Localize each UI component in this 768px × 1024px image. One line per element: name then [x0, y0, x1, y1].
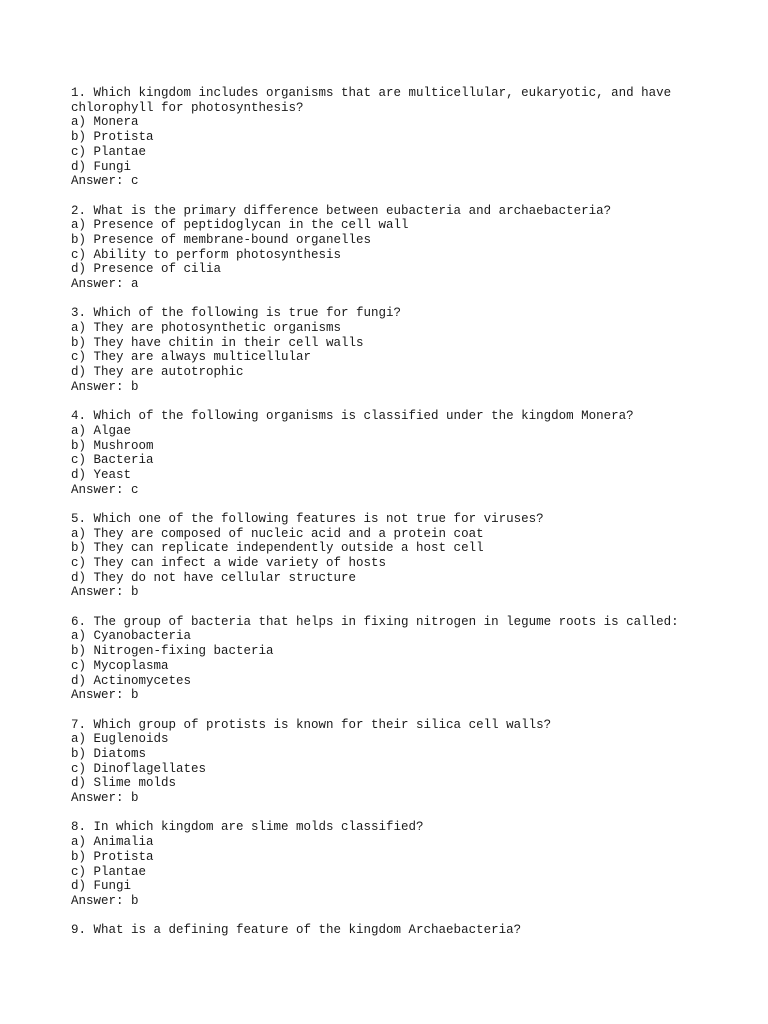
question-4 [71, 409, 731, 497]
question-stem: 7. Which group of protists is known for their silica cell walls? [71, 717, 552, 732]
question-8 [71, 820, 731, 908]
option-d: d) Fungi [71, 159, 132, 174]
question-3 [71, 306, 731, 394]
question-stem: 3. Which of the following is true for fungi? [71, 306, 402, 321]
option-b: b) Mushroom [71, 438, 154, 453]
question-stem: 6. The group of bacteria that helps in fixing nitrogen in legume roots is called: [71, 614, 679, 629]
option-c: c) They are always multicellular [71, 350, 312, 365]
question-7 [71, 718, 731, 806]
option-d: d) Slime molds [71, 776, 177, 791]
answer-line: Answer: c [71, 174, 139, 189]
question-stem: 4. Which of the following organisms is classified under the kingdom Monera? [71, 409, 634, 424]
option-a: a) Euglenoids [71, 732, 169, 747]
option-d: d) Actinomycetes [71, 673, 192, 688]
option-a: a) They are photosynthetic organisms [71, 321, 342, 336]
answer-line: Answer: b [71, 379, 139, 394]
option-c: c) Dinoflagellates [71, 761, 207, 776]
answer-line: Answer: b [71, 893, 139, 908]
option-a: a) Monera [71, 115, 139, 130]
option-b: b) Diatoms [71, 746, 147, 761]
option-b: b) Protista [71, 130, 154, 145]
option-a: a) They are composed of nucleic acid and a protein coat [71, 526, 484, 541]
option-b: b) Protista [71, 849, 154, 864]
answer-line: Answer: b [71, 688, 139, 703]
answer-line: Answer: b [71, 585, 139, 600]
option-c: c) Plantae [71, 144, 147, 159]
option-a: a) Cyanobacteria [71, 629, 192, 644]
question-1 [71, 86, 731, 189]
option-b: b) Nitrogen-fixing bacteria [71, 644, 274, 659]
option-c: c) Mycoplasma [71, 658, 169, 673]
option-a: a) Animalia [71, 835, 154, 850]
question-stem: 1. Which kingdom includes organisms that are multicellular, eukaryotic, and have chlorophyll for photosynthesis? [71, 86, 679, 115]
option-b: b) Presence of membrane-bound organelles [71, 232, 372, 247]
option-b: b) They can replicate independently outside a host cell [71, 541, 484, 556]
question-5 [71, 512, 731, 600]
question-6 [71, 615, 731, 703]
option-d: d) They do not have cellular structure [71, 570, 357, 585]
option-d: d) They are autotrophic [71, 365, 244, 380]
option-c: c) Ability to perform photosynthesis [71, 247, 342, 262]
option-a: a) Presence of peptidoglycan in the cell wall [71, 218, 409, 233]
question-2 [71, 204, 731, 292]
quiz-document [71, 86, 731, 953]
answer-line: Answer: b [71, 791, 139, 806]
question-stem: 5. Which one of the following features is not true for viruses? [71, 511, 544, 526]
option-a: a) Algae [71, 423, 132, 438]
question-stem: 9. What is a defining feature of the kingdom Archaebacteria? [71, 923, 522, 938]
option-c: c) Bacteria [71, 453, 154, 468]
option-d: d) Presence of cilia [71, 262, 222, 277]
question-stem: 2. What is the primary difference between eubacteria and archaebacteria? [71, 203, 612, 218]
question-stem: 8. In which kingdom are slime molds classified? [71, 820, 424, 835]
option-d: d) Yeast [71, 467, 132, 482]
answer-line: Answer: c [71, 482, 139, 497]
option-b: b) They have chitin in their cell walls [71, 335, 364, 350]
option-d: d) Fungi [71, 879, 132, 894]
answer-line: Answer: a [71, 277, 139, 292]
option-c: c) Plantae [71, 864, 147, 879]
option-c: c) They can infect a wide variety of hosts [71, 556, 387, 571]
question-9 [71, 923, 731, 938]
